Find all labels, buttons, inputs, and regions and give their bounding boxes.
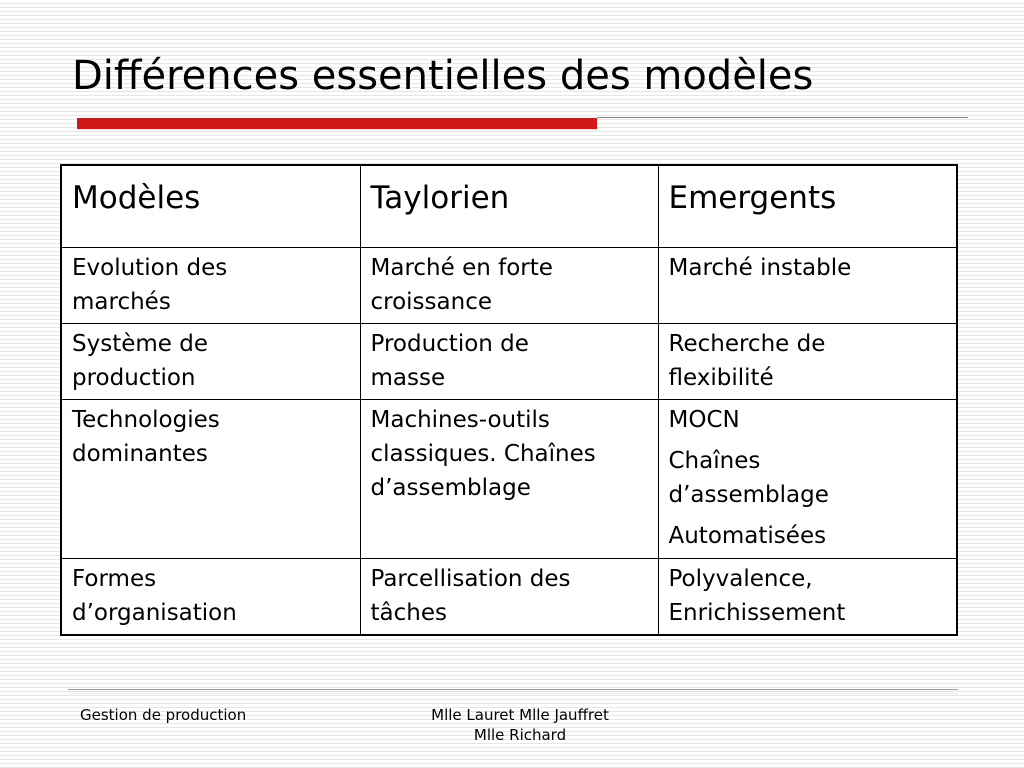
cell-paragraph (669, 444, 947, 512)
cell-text: marchés (72, 289, 171, 315)
slide-title: Différences essentielles des modèles (72, 53, 814, 99)
cell-text: Machines-outils (370, 407, 550, 433)
emergents-cell (658, 248, 957, 324)
cell-text: Marché en forte (370, 255, 553, 281)
cell-text: Système de (72, 331, 208, 357)
cell-text: Evolution des (72, 255, 228, 281)
table-row-systeme-production (61, 324, 957, 400)
footer-authors (380, 705, 660, 745)
emergents-cell (658, 324, 957, 400)
cell-text: Formes (72, 566, 157, 592)
cell-text: Parcellisation des (370, 566, 571, 592)
taylorien-cell (360, 324, 658, 400)
title-underline-red (77, 118, 597, 129)
table-header-row (61, 165, 957, 248)
row-label (61, 400, 360, 559)
cell-text: Enrichissement (668, 600, 846, 626)
cell-text: d’assemblage (668, 482, 829, 508)
cell-paragraph (669, 519, 947, 553)
cell-text: Recherche de (668, 331, 826, 357)
cell-text: croissance (370, 289, 492, 315)
cell-text: MOCN (668, 407, 740, 433)
table-row-formes-organisation (61, 559, 957, 636)
cell-text: masse (370, 365, 446, 391)
cell-text: dominantes (72, 441, 208, 467)
row-label (61, 248, 360, 324)
table-row-evolution-marches (61, 248, 957, 324)
cell-text: Production de (370, 331, 529, 357)
emergents-cell (658, 559, 957, 636)
taylorien-cell (360, 400, 658, 559)
cell-text: Polyvalence, (668, 566, 813, 592)
taylorien-cell (360, 559, 658, 636)
cell-text: Automatisées (668, 523, 827, 549)
footer-authors-line: Mlle Lauret Mlle Jauffret (431, 706, 609, 724)
cell-paragraph (669, 403, 947, 437)
taylorien-cell (360, 248, 658, 324)
cell-text: tâches (370, 600, 447, 626)
emergents-cell (658, 400, 957, 559)
header-modeles: Modèles (61, 165, 360, 248)
cell-text: d’assemblage (370, 475, 531, 501)
footer-authors-line: Mlle Richard (473, 726, 567, 744)
row-label (61, 559, 360, 636)
title-underline-thin (597, 117, 968, 118)
cell-text: d’organisation (72, 600, 237, 626)
header-taylorien: Taylorien (360, 165, 658, 248)
models-comparison-table (60, 164, 958, 636)
row-label (61, 324, 360, 400)
cell-text: Marché instable (668, 255, 852, 281)
cell-text: Technologies (72, 407, 220, 433)
cell-text: Chaînes (668, 448, 761, 474)
footer-course-name: Gestion de production (80, 706, 247, 724)
table-row-technologies-dominantes (61, 400, 957, 559)
cell-text: flexibilité (668, 365, 774, 391)
cell-text: classiques. Chaînes (370, 441, 596, 467)
footer-divider-light (68, 693, 958, 694)
cell-text: production (72, 365, 196, 391)
header-emergents: Emergents (658, 165, 957, 248)
footer-divider (68, 689, 958, 690)
